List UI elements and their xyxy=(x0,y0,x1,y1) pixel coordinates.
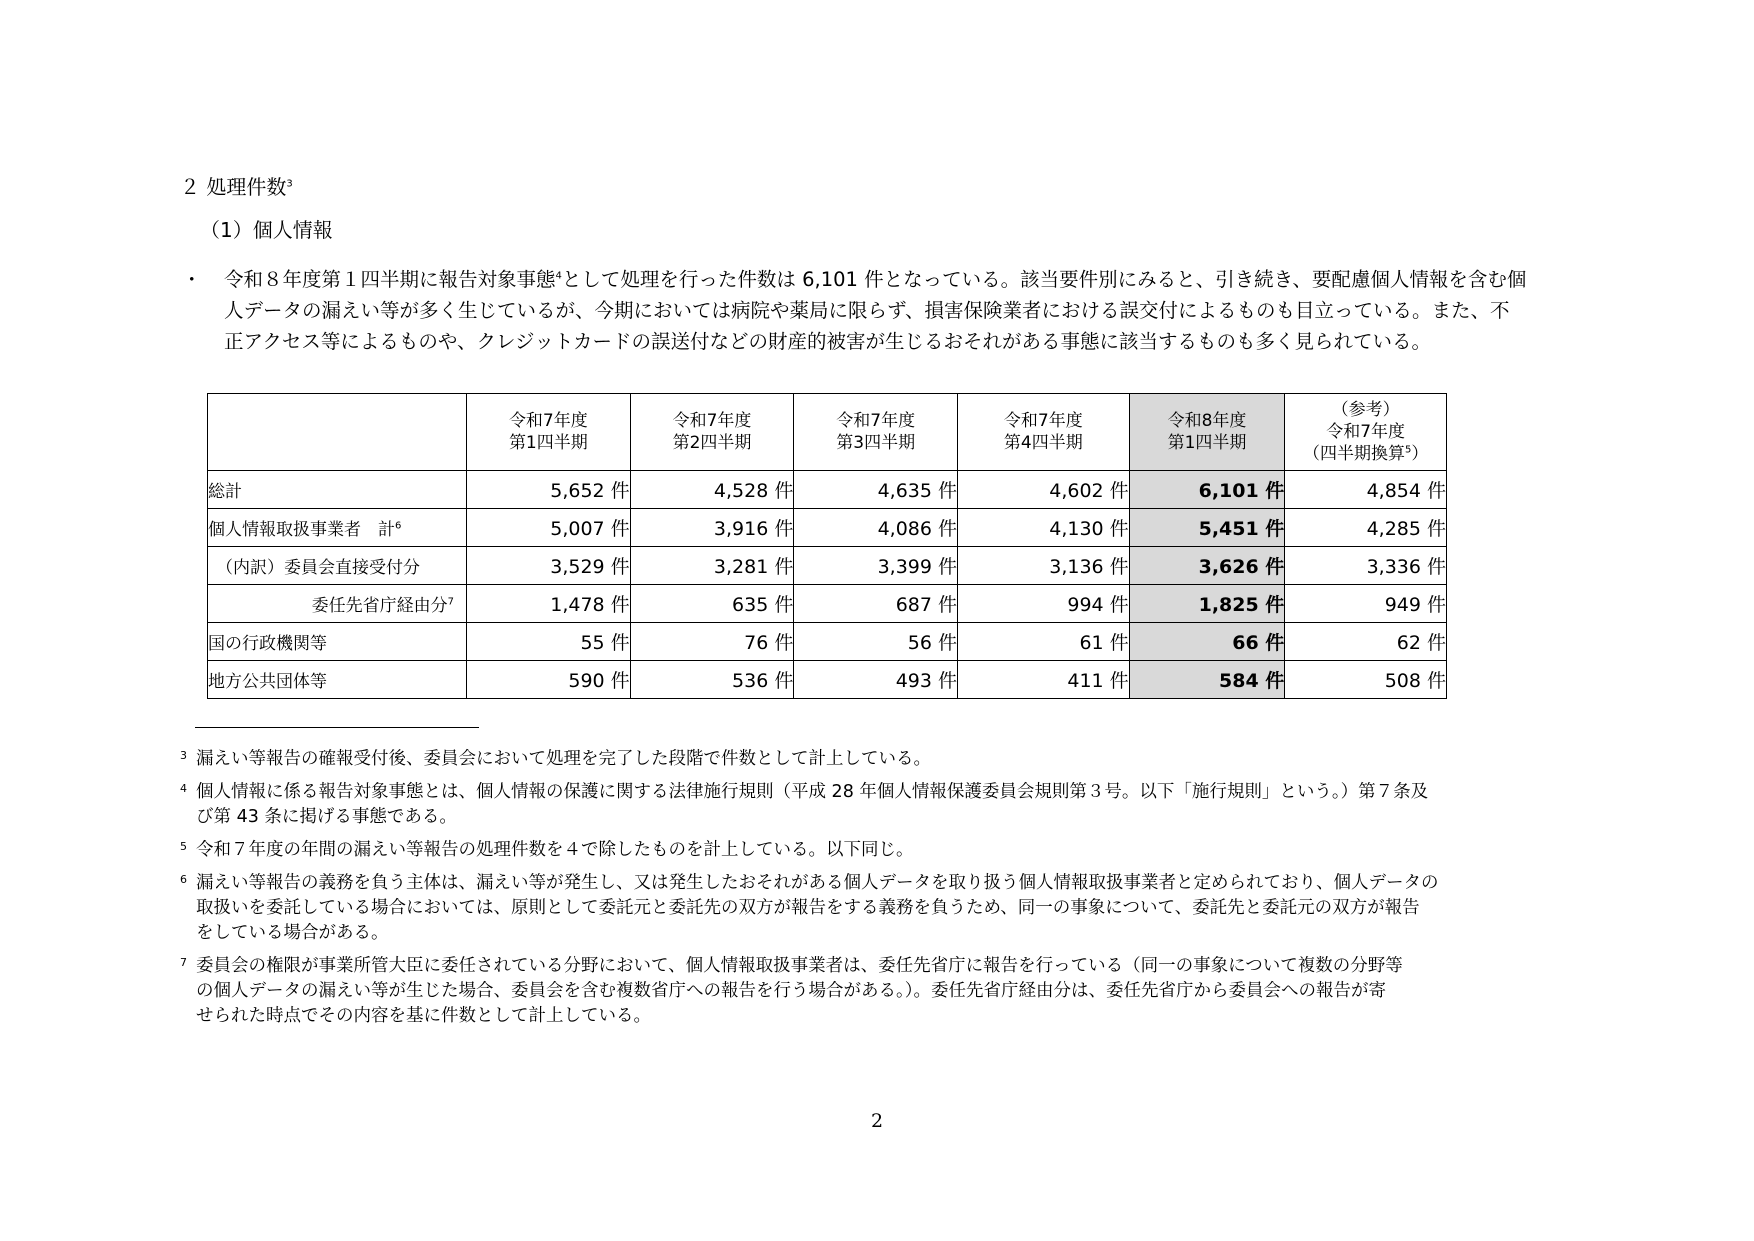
footnote-divider xyxy=(195,727,479,728)
paragraph-line: 正アクセス等によるものや、クレジットカードの誤送付などの財産的被害が生じるおそれがある事態に該当するものも多く見られている。 xyxy=(224,330,1431,353)
footnotes xyxy=(180,747,1600,1037)
row-label: （内訳）委員会直接受付分 xyxy=(208,547,467,585)
footnote-text: 個人情報に係る報告対象事態とは、個人情報の保護に関する法律施行規則（平成 28 年個人情報保護委員会規則第３号。以下「施行規則」という。）第７条及 xyxy=(196,782,1429,802)
table-cell: 635 件 xyxy=(630,585,794,623)
footnote xyxy=(180,838,1600,863)
subsection-heading: （1）個人情報 xyxy=(200,218,333,242)
footnote xyxy=(180,747,1600,772)
footnote-ref: 3 xyxy=(286,178,293,190)
footnote-text: 令和７年度の年間の漏えい等報告の処理件数を４で除したものを計上している。以下同じ。 xyxy=(196,840,914,860)
table-cell: 5,007 件 xyxy=(467,509,631,547)
table-cell: 4,528 件 xyxy=(630,471,794,509)
table-header: 令和7年度 第3四半期 xyxy=(794,394,958,471)
section-heading xyxy=(180,175,293,199)
table-cell: 3,281 件 xyxy=(630,547,794,585)
footnote xyxy=(180,954,1600,1029)
table-cell: 5,652 件 xyxy=(467,471,631,509)
table-header-row xyxy=(208,394,1447,471)
table-cell: 3,399 件 xyxy=(794,547,958,585)
bullet-icon: ・ xyxy=(182,268,202,291)
table-cell: 4,285 件 xyxy=(1285,509,1447,547)
table-row xyxy=(208,585,1447,623)
row-label: 地方公共団体等 xyxy=(208,661,467,699)
paragraph-text: として処理を行った件数は 6,101 件となっている。該当要件別にみると、引き続き、要配慮個人情報を含む個 xyxy=(561,268,1527,291)
table-cell-current: 1,825 件 xyxy=(1129,585,1285,623)
row-label: 総計 xyxy=(208,471,467,509)
table-cell: 4,635 件 xyxy=(794,471,958,509)
footnote xyxy=(180,871,1600,946)
table-cell: 62 件 xyxy=(1285,623,1447,661)
row-label: 国の行政機関等 xyxy=(208,623,467,661)
table-header-empty xyxy=(208,394,467,471)
table-cell: 493 件 xyxy=(794,661,958,699)
table-header: 令和7年度 第2四半期 xyxy=(630,394,794,471)
table-row xyxy=(208,509,1447,547)
footnote-text: せられた時点でその内容を基に件数として計上している。 xyxy=(196,1006,651,1026)
table-header: 令和7年度 第4四半期 xyxy=(958,394,1130,471)
table-row xyxy=(208,547,1447,585)
table-cell: 56 件 xyxy=(794,623,958,661)
table-cell: 3,336 件 xyxy=(1285,547,1447,585)
table-cell: 508 件 xyxy=(1285,661,1447,699)
table-cell-current: 5,451 件 xyxy=(1129,509,1285,547)
table-cell: 687 件 xyxy=(794,585,958,623)
footnote-text: 取扱いを委託している場合においては、原則として委託元と委託先の双方が報告をする義務を負うため、同一の事象について、委託先と委託元の双方が報告 xyxy=(196,898,1420,918)
row-label: 委任先省庁経由分$^7$ xyxy=(208,585,467,623)
footnote-number: 4 xyxy=(180,782,187,795)
table-header-reference: （参考） 令和7年度 （四半期換算$^5$） xyxy=(1285,394,1447,471)
table-cell-current: 3,626 件 xyxy=(1129,547,1285,585)
table-cell: 4,086 件 xyxy=(794,509,958,547)
footnote-number: 6 xyxy=(180,873,187,886)
table-cell: 3,529 件 xyxy=(467,547,631,585)
table-header: 令和7年度 第1四半期 xyxy=(467,394,631,471)
table-cell-current: 66 件 xyxy=(1129,623,1285,661)
table-cell: 4,602 件 xyxy=(958,471,1130,509)
paragraph-line: 人データの漏えい等が多く生じているが、今期においては病院や薬局に限らず、損害保険業者における誤交付によるものも目立っている。また、不 xyxy=(224,299,1510,322)
table-cell: 949 件 xyxy=(1285,585,1447,623)
footnote-ref: 4 xyxy=(555,270,562,282)
footnote-text: の個人データの漏えい等が生じた場合、委員会を含む複数省庁への報告を行う場合がある。）。委任先省庁経由分は、委任先省庁から委員会への報告が寄 xyxy=(196,981,1386,1001)
footnote-text: 漏えい等報告の義務を負う主体は、漏えい等が発生し、又は発生したおそれがある個人データを取り扱う個人情報取扱事業者と定められており、個人データの xyxy=(196,873,1439,893)
table-cell: 1,478 件 xyxy=(467,585,631,623)
footnote-number: 3 xyxy=(180,749,187,762)
section-heading-text: ２ 処理件数 xyxy=(180,175,287,199)
table-cell-current: 584 件 xyxy=(1129,661,1285,699)
processing-count-table xyxy=(207,393,1447,699)
row-label: 個人情報取扱事業者 計$^6$ xyxy=(208,509,467,547)
table-cell: 4,130 件 xyxy=(958,509,1130,547)
table-row xyxy=(208,661,1447,699)
table-cell: 3,136 件 xyxy=(958,547,1130,585)
table-cell: 994 件 xyxy=(958,585,1130,623)
table-cell: 3,916 件 xyxy=(630,509,794,547)
footnote-number: 7 xyxy=(180,956,187,969)
table-cell: 590 件 xyxy=(467,661,631,699)
table-cell: 536 件 xyxy=(630,661,794,699)
paragraph-line xyxy=(200,264,1590,295)
footnote-text: 漏えい等報告の確報受付後、委員会において処理を完了した段階で件数として計上している。 xyxy=(196,749,931,769)
table-cell: 4,854 件 xyxy=(1285,471,1447,509)
table-header-current: 令和8年度 第1四半期 xyxy=(1129,394,1285,471)
table-cell-current: 6,101 件 xyxy=(1129,471,1285,509)
paragraph-text: 令和８年度第１四半期に報告対象事態 xyxy=(224,268,556,291)
page-number: 2 xyxy=(870,1110,884,1132)
table-cell: 61 件 xyxy=(958,623,1130,661)
table-cell: 76 件 xyxy=(630,623,794,661)
summary-paragraph xyxy=(182,264,1590,357)
footnote-text: び第 43 条に掲げる事態である。 xyxy=(196,807,457,827)
table-cell: 411 件 xyxy=(958,661,1130,699)
footnote-text: をしている場合がある。 xyxy=(196,923,389,943)
table-row xyxy=(208,623,1447,661)
footnote-number: 5 xyxy=(180,840,187,853)
table-row xyxy=(208,471,1447,509)
table-cell: 55 件 xyxy=(467,623,631,661)
footnote-text: 委員会の権限が事業所管大臣に委任されている分野において、個人情報取扱事業者は、委任先省庁に報告を行っている（同一の事象について複数の分野等 xyxy=(196,956,1403,976)
footnote xyxy=(180,780,1600,830)
